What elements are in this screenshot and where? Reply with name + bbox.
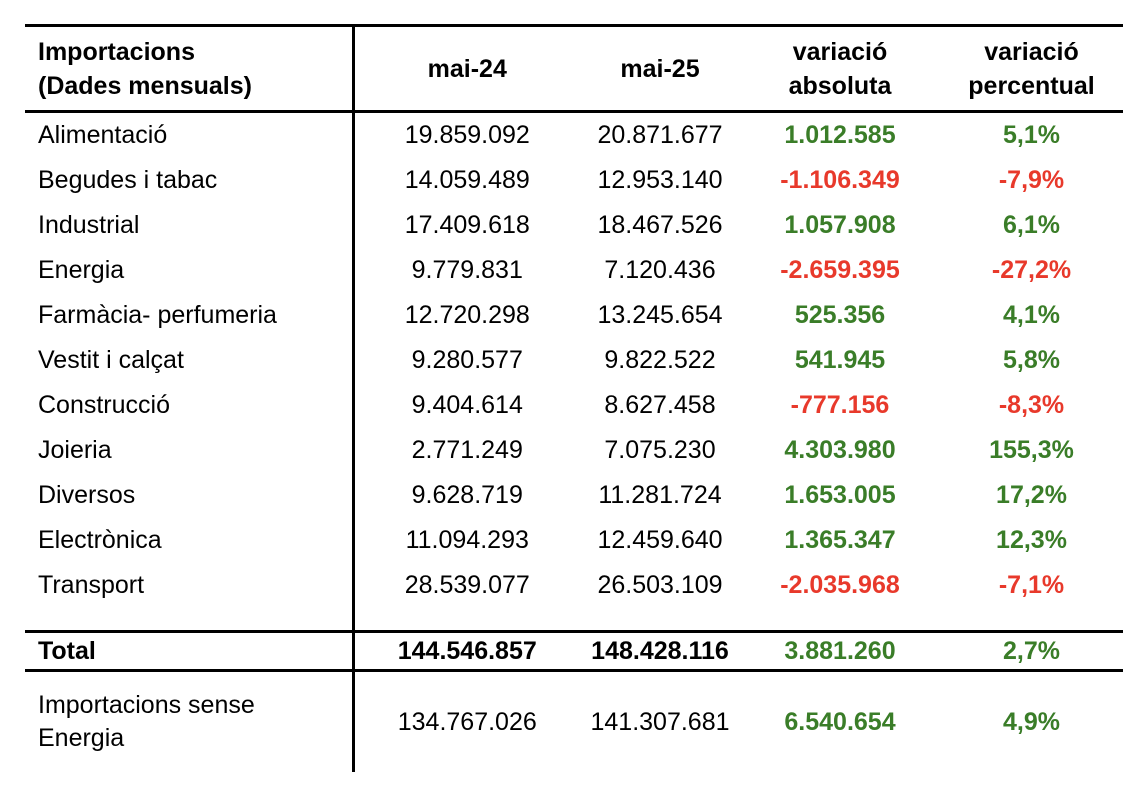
row-mai25-value: 12.953.140 — [597, 166, 723, 194]
row-mai25-value: 12.459.640 — [597, 526, 723, 554]
row-label: Joieria — [25, 428, 353, 473]
header-title-line1: Importacions — [38, 37, 195, 66]
row-variacio-percentual-value: 155,3% — [989, 436, 1074, 464]
row-variacio-percentual-value: -27,2% — [991, 256, 1072, 284]
total-variacio-percentual-value: 2,7% — [940, 632, 1123, 671]
header-row — [25, 26, 1123, 112]
variacio-absoluta-header-line1: variació — [792, 37, 888, 66]
row-label: Vestit i calçat — [25, 338, 353, 383]
row-mai25-value: 7.075.230 — [604, 436, 716, 464]
table-row — [25, 428, 1123, 473]
row-label: Transport — [25, 563, 353, 608]
table-row — [25, 158, 1123, 203]
row-variacio-absoluta-value: 1.653.005 — [784, 481, 896, 509]
row-variacio-absoluta-value: 4.303.980 — [784, 436, 896, 464]
table-row — [25, 203, 1123, 248]
row-mai24-value: 9.280.577 — [411, 346, 523, 374]
table-row — [25, 338, 1123, 383]
sense-energia-label-line2: Energia — [38, 724, 125, 752]
row-variacio-percentual-value: -7,9% — [998, 166, 1065, 194]
row-variacio-absoluta-value: -2.035.968 — [780, 571, 900, 599]
total-mai25-value: 148.428.116 — [580, 632, 740, 671]
row-variacio-absoluta-value: 541.945 — [794, 346, 886, 374]
row-mai25-value: 18.467.526 — [597, 211, 723, 239]
row-variacio-absoluta-value: -2.659.395 — [780, 256, 900, 284]
row-label: Industrial — [25, 203, 353, 248]
row-variacio-absoluta-value: 525.356 — [794, 301, 886, 329]
row-label: Construcció — [25, 383, 353, 428]
total-variacio-absoluta-value: 3.881.260 — [740, 632, 940, 671]
table-row — [25, 473, 1123, 518]
row-mai25-value: 9.822.522 — [604, 346, 716, 374]
column-header-mai-24: mai-24 — [353, 26, 580, 112]
table-header — [25, 26, 1123, 112]
total-row — [25, 632, 1123, 671]
row-variacio-absoluta-value: -1.106.349 — [780, 166, 900, 194]
row-mai25-value: 20.871.677 — [597, 121, 723, 149]
row-variacio-percentual-value: 5,1% — [1003, 121, 1060, 149]
table-row — [25, 293, 1123, 338]
row-mai24-value: 12.720.298 — [404, 301, 530, 329]
row-variacio-percentual-value: 17,2% — [996, 481, 1067, 509]
row-mai24-value: 14.059.489 — [404, 166, 530, 194]
row-mai25-value: 8.627.458 — [604, 391, 716, 419]
row-variacio-percentual-value: -7,1% — [998, 571, 1065, 599]
sense-energia-mai24-value: 134.767.026 — [397, 707, 537, 736]
sense-energia-label — [25, 671, 353, 773]
row-label: Begudes i tabac — [25, 158, 353, 203]
row-mai25-value: 11.281.724 — [598, 481, 722, 509]
row-variacio-percentual-value: 12,3% — [996, 526, 1067, 554]
table-row — [25, 112, 1123, 159]
row-mai24-value: 9.628.719 — [411, 481, 523, 509]
table-row — [25, 518, 1123, 563]
row-label: Energia — [25, 248, 353, 293]
row-mai24-value: 9.779.831 — [411, 256, 523, 284]
row-mai24-value: 2.771.249 — [411, 436, 523, 464]
column-header-variacio-percentual — [940, 26, 1123, 112]
data-rows — [25, 112, 1123, 609]
total-label: Total — [25, 632, 353, 671]
spacer-row — [25, 608, 1123, 632]
row-variacio-percentual-value: 5,8% — [1003, 346, 1060, 374]
sense-energia-variacio-absoluta-value: 6.540.654 — [784, 707, 896, 736]
row-mai24-value: 11.094.293 — [405, 526, 529, 554]
column-header-importacions — [25, 26, 353, 112]
table-row — [25, 563, 1123, 608]
column-header-variacio-absoluta — [740, 26, 940, 112]
row-variacio-percentual-value: -8,3% — [998, 391, 1065, 419]
spacer-cell — [353, 608, 1123, 632]
importacions-table — [25, 24, 1123, 772]
sense-energia-mai25-value: 141.307.681 — [590, 707, 730, 736]
header-title-line2: (Dades mensuals) — [38, 71, 252, 100]
row-variacio-percentual-value: 4,1% — [1003, 301, 1060, 329]
sense-energia-label-line1: Importacions sense — [38, 691, 255, 719]
variacio-absoluta-header-line2: absoluta — [788, 71, 892, 100]
total-mai24-value: 144.546.857 — [353, 632, 580, 671]
column-header-mai-25: mai-25 — [580, 26, 740, 112]
row-variacio-absoluta-value: 1.365.347 — [784, 526, 896, 554]
row-variacio-absoluta-value: -777.156 — [790, 391, 890, 419]
row-mai24-value: 9.404.614 — [411, 391, 523, 419]
variacio-percentual-header-line2: percentual — [968, 71, 1095, 100]
row-mai24-value: 17.409.618 — [404, 211, 530, 239]
row-mai25-value: 26.503.109 — [597, 571, 723, 599]
row-label: Farmàcia- perfumeria — [25, 293, 353, 338]
row-variacio-absoluta-value: 1.057.908 — [784, 211, 896, 239]
row-label: Diversos — [25, 473, 353, 518]
sense-energia-row — [25, 671, 1123, 773]
spacer-cell — [25, 608, 353, 632]
row-variacio-percentual-value: 6,1% — [1003, 211, 1060, 239]
row-variacio-absoluta-value: 1.012.585 — [784, 121, 896, 149]
row-label: Electrònica — [25, 518, 353, 563]
row-mai24-value: 28.539.077 — [404, 571, 530, 599]
table-row — [25, 248, 1123, 293]
row-label: Alimentació — [25, 112, 353, 159]
table-row — [25, 383, 1123, 428]
row-mai24-value: 19.859.092 — [404, 121, 530, 149]
row-mai25-value: 7.120.436 — [604, 256, 716, 284]
table-footer — [25, 608, 1123, 772]
row-mai25-value: 13.245.654 — [597, 301, 723, 329]
sense-energia-variacio-percentual-value: 4,9% — [1003, 707, 1060, 736]
variacio-percentual-header-line1: variació — [984, 37, 1079, 66]
